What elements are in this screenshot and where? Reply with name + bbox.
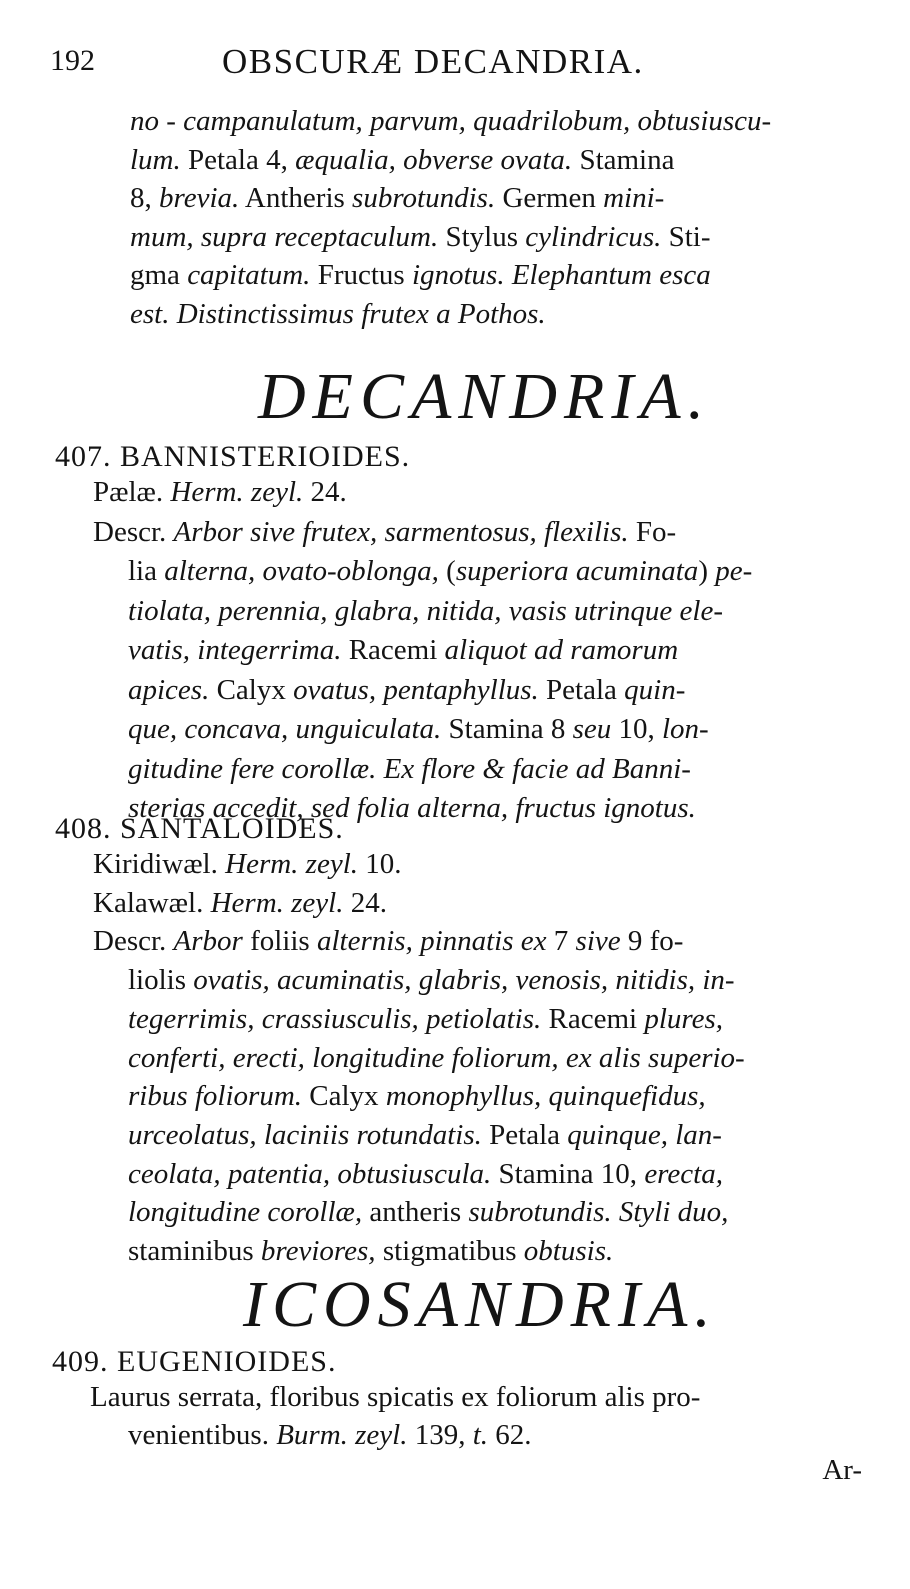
text-line [128, 963, 735, 997]
roman-run: 10, [611, 713, 662, 745]
text-line [128, 633, 678, 667]
italic-run: mum, supra receptaculum. [130, 220, 439, 253]
roman-run: Descr. [93, 925, 174, 958]
roman-run: Fo- [628, 515, 677, 548]
italic-run: seu [572, 713, 612, 745]
roman-run: Racemi [541, 1002, 645, 1035]
text-line [128, 1079, 706, 1113]
italic-run: gitudine fere corollæ. Ex flore & facie ad Banni- [128, 752, 691, 785]
roman-run: 62. [488, 1419, 532, 1451]
catchword: Ar- [822, 1454, 862, 1486]
roman-run: Germen [495, 182, 604, 214]
roman-run: 7 [546, 925, 576, 958]
roman-run: Stylus [438, 220, 526, 253]
roman-run: Kalawæl. [93, 886, 211, 919]
roman-run: Antheris [239, 182, 353, 214]
running-head: OBSCURÆ DECANDRIA. [222, 42, 644, 81]
italic-run: breviores, [260, 1235, 376, 1267]
text-line [90, 1380, 700, 1414]
text-line [128, 1041, 745, 1075]
roman-run: Stamina 8 [441, 713, 573, 745]
roman-run: 24. [303, 476, 347, 508]
italic-run: longitudine corollæ, [128, 1196, 363, 1229]
italic-run: brevia. [159, 182, 240, 214]
entry-heading-408: 408. SANTALOIDES. [55, 812, 344, 845]
italic-run: obtusis. [523, 1235, 614, 1267]
page-header [50, 42, 870, 86]
italic-run: pe- [715, 555, 753, 587]
italic-run: Herm. zeyl. [170, 476, 304, 508]
italic-run: ribus foliorum. [128, 1080, 303, 1113]
italic-run: tiolata, perennia, glabra, nitida, vasis utrinque ele- [128, 594, 723, 627]
text-line [130, 104, 771, 138]
italic-run: t. [472, 1419, 489, 1451]
italic-run: tegerrimis, crassiusculis, petiolatis. [128, 1002, 542, 1035]
text-line [93, 886, 387, 920]
text-line [128, 791, 696, 825]
text-line [93, 475, 347, 509]
roman-run: staminibus [128, 1235, 261, 1267]
italic-run: cylindricus. [525, 220, 662, 253]
italic-run: quin- [624, 673, 686, 706]
roman-run: 139, [407, 1419, 473, 1451]
italic-run: plures, [644, 1002, 724, 1035]
italic-run: erecta, [644, 1157, 723, 1190]
roman-run: foliis [242, 925, 317, 958]
italic-run: ovatus, pentaphyllus. [293, 673, 539, 706]
text-line [128, 594, 723, 628]
roman-run: Calyx [209, 673, 294, 706]
text-line [128, 1002, 723, 1036]
italic-run: sive [575, 925, 621, 958]
section-heading-icosandria: ICOSANDRIA. [243, 1268, 718, 1341]
text-line [93, 924, 683, 958]
roman-run: liolis [128, 964, 194, 997]
italic-run: subrotundis. Styli duo, [468, 1196, 729, 1229]
text-line [130, 143, 674, 177]
italic-run: conferti, erecti, longitudine foliorum, ex alis superio- [128, 1041, 745, 1074]
roman-run: gma [130, 259, 188, 291]
italic-run: Herm. zeyl. [210, 886, 344, 919]
italic-run: Arbor sive frutex, sarmentosus, flexilis. [173, 515, 629, 548]
italic-run: apices. [128, 673, 210, 706]
italic-run: Herm. zeyl. [225, 848, 359, 880]
italic-run: monophyllus, quinquefidus, [385, 1080, 706, 1113]
entry-heading-409: 409. EUGENIOIDES. [52, 1345, 337, 1378]
roman-run: 8, [130, 182, 159, 214]
italic-run: Arbor [173, 925, 243, 958]
text-line [93, 847, 402, 881]
roman-run: Stamina [572, 143, 675, 176]
roman-run: ( [438, 555, 456, 587]
roman-run: Pælæ. [93, 476, 171, 508]
roman-run: Descr. [93, 515, 174, 548]
text-line [130, 297, 546, 331]
roman-run: Sti- [661, 220, 711, 253]
italic-run: lum. [130, 143, 181, 176]
roman-run: 9 fo- [620, 925, 684, 958]
roman-run: Calyx [302, 1080, 386, 1113]
roman-run: Stamina 10, [491, 1157, 645, 1190]
roman-run: Fructus [310, 259, 412, 291]
roman-run: 24. [343, 886, 387, 919]
roman-run: Petala [538, 673, 625, 706]
italic-run: subrotundis. [352, 182, 496, 214]
roman-run: stigmatibus [375, 1235, 524, 1267]
text-line [130, 220, 711, 254]
italic-run: urceolatus, laciniis rotundatis. [128, 1118, 482, 1151]
roman-run: Petala 4, [180, 143, 296, 176]
section-heading-decandria: DECANDRIA. [258, 360, 712, 433]
text-line [128, 554, 752, 588]
italic-run: vatis, integerrima. [128, 634, 342, 666]
entry-heading-407: 407. BANNISTERIOIDES. [55, 440, 411, 473]
italic-run: æqualia, obverse ovata. [295, 143, 573, 176]
roman-run: antheris [362, 1196, 469, 1229]
italic-run: sterias accedit, sed folia alterna, fructus ignotus. [128, 792, 696, 824]
italic-run: quinque, lan- [567, 1118, 722, 1151]
italic-run: no - campanulatum, parvum, quadrilobum, obtusiuscu- [130, 105, 772, 137]
roman-run: ) [698, 555, 716, 587]
roman-run: 10. [358, 848, 402, 880]
roman-run: Petala [481, 1118, 568, 1151]
text-line [128, 673, 685, 707]
text-line [128, 1157, 723, 1191]
italic-run: que, concava, unguiculata. [128, 713, 442, 745]
text-line [128, 752, 691, 786]
italic-run: superiora acuminata [455, 555, 699, 587]
roman-run: Kiridiwæl. [93, 848, 226, 880]
italic-run: alternis, pinnatis ex [316, 925, 547, 958]
italic-run: alterna, ovato-oblonga, [164, 555, 439, 587]
italic-run: ceolata, patentia, obtusiuscula. [128, 1157, 492, 1190]
text-line [128, 1418, 532, 1452]
roman-run: venientibus. [128, 1419, 277, 1451]
page-number: 192 [50, 44, 95, 77]
italic-run: mini- [603, 182, 665, 214]
italic-run: ovatis, acuminatis, glabris, venosis, nitidis, in- [193, 964, 735, 997]
text-line [128, 1195, 728, 1229]
italic-run: lon- [662, 713, 709, 745]
text-line [93, 515, 676, 549]
italic-run: capitatum. [187, 259, 311, 291]
italic-run: ignotus. Elephantum esca [411, 259, 711, 291]
italic-run: Burm. zeyl. [276, 1419, 408, 1451]
text-line [128, 1118, 722, 1152]
text-line [130, 258, 711, 292]
italic-run: aliquot ad ramorum [444, 634, 679, 666]
text-line [128, 712, 709, 746]
text-line [130, 181, 664, 215]
roman-run: lia [128, 555, 165, 587]
italic-run: est. Distinctissimus frutex a Pothos. [130, 297, 546, 330]
roman-run: Racemi [341, 634, 445, 666]
roman-run: Laurus serrata, floribus spicatis ex foliorum alis pro- [90, 1381, 701, 1413]
text-line [128, 1234, 613, 1268]
